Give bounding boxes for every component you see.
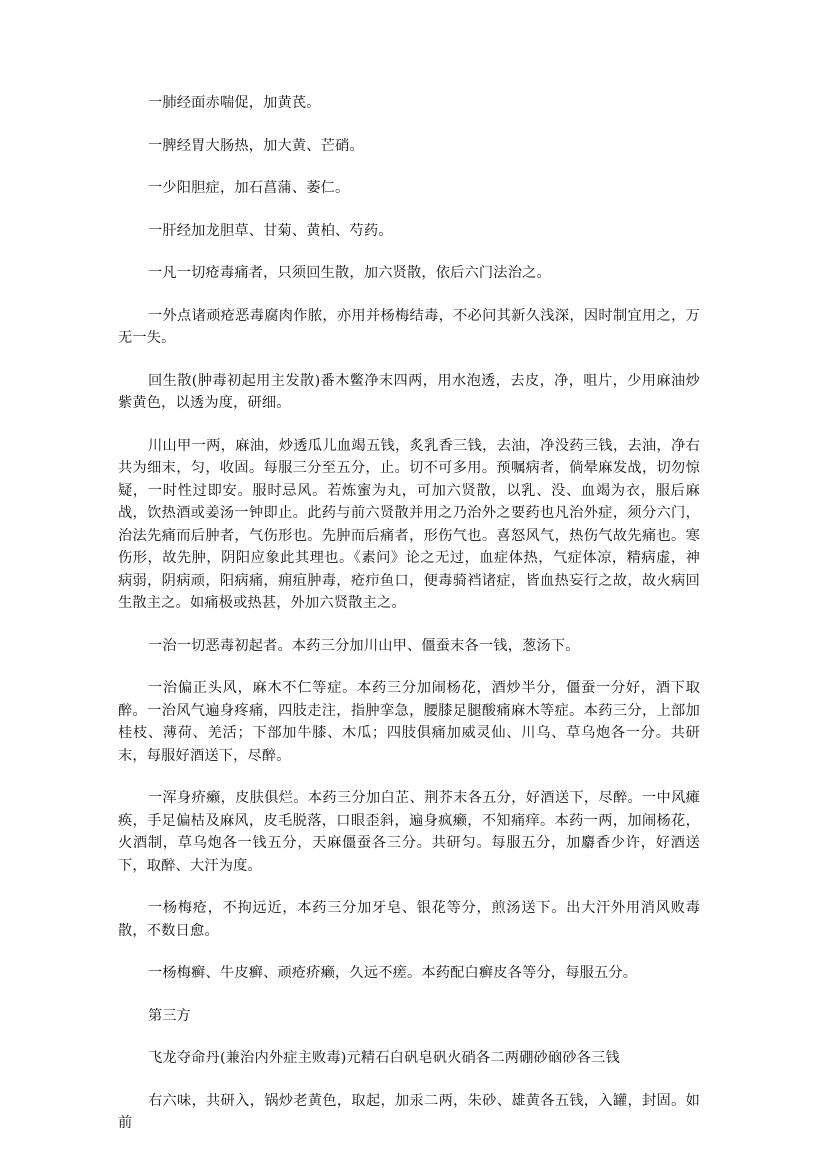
- paragraph-huisheng-powder: 回生散(肿毒初起用主发散)番木鳖净末四两，用水泡透，去皮，净，咀片，少用麻油炒紫黄色，以透为度，研细。: [118, 372, 700, 411]
- paragraph-liver-meridian: 一肝经加龙胆草、甘菊、黄柏、芍药。: [148, 222, 393, 239]
- paragraph-initial-malignant-toxin: 一治一切恶毒初起者。本药三分加川山甲、僵蚕末各一钱，葱汤下。: [148, 637, 580, 654]
- paragraph-spleen-meridian: 一脾经胃大肠热，加大黄、芒硝。: [148, 137, 364, 154]
- paragraph-pangolin-scale-recipe: 川山甲一两，麻油，炒透瓜儿血竭五钱，炙乳香三钱，去油，净没药三钱，去油，净右共为细末，匀，收固。每服三分至五分，止。切不可多用。预嘱病者，倘晕麻发战，切勿惊疑，一时性过即安。服时忌风。若炼蜜为丸，可加六贤散，以乳、没、血竭为衣，服后麻战，饮热酒或姜汤一钟即止。此药与前六贤散并用之乃治外之要药也凡治外症，须分六门，治法先痛而后肿者，气伤形也。先肿而后痛者，形伤气也。喜怒风气，热伤气故先痛也。寒伤形，故先肿，阴阳应象此其理也。《素问》论之无过，血症体热，气症体凉，精病虚，神病弱，阴病顽，阳病痛，痈疽肿毒，疮疖鱼口，便毒骑裆诸症，皆血热妄行之故，故火病回生散主之。如痛极或热甚，外加六贤散主之。: [118, 437, 700, 611]
- paragraph-external-application: 一外点诸顽疮恶毒腐肉作脓，亦用并杨梅结毒，不必问其新久浅深，因时制宜用之，万无一失。: [118, 307, 700, 346]
- paragraph-all-sores-pain: 一凡一切疮毒痛者，只须回生散，加六贤散，依后六门法治之。: [148, 265, 551, 281]
- section-heading-third-prescription: 第三方: [148, 1007, 191, 1024]
- paragraph-syphilis-sore: 一杨梅疮，不拘远近，本药三分加牙皂、银花等分，煎汤送下。出大汗外用消风败毒散，不数日愈。: [118, 900, 700, 939]
- paragraph-tinea: 一杨梅癣、牛皮癣、顽疮疥癞，久远不瘥。本药配白癣皮各等分，每服五分。: [148, 965, 638, 981]
- paragraph-shaoyang-gallbladder: 一少阳胆症，加石菖蒲、萎仁。: [148, 180, 350, 196]
- paragraph-six-ingredients: 右六味，共研入，锅炒老黄色，取起，加汞二两，朱砂、雄黄各五钱，入罐，封固。如前: [118, 1092, 700, 1131]
- paragraph-lung-meridian: 一肺经面赤喘促，加黄芪。: [148, 95, 321, 111]
- paragraph-feilong-duoming-pill: 飞龙夺命丹(兼治内外症主败毒)元精石白矾皂矾火硝各二两硼砂硇砂各三钱: [148, 1050, 620, 1066]
- document-page: [118, 92, 700, 1155]
- paragraph-headache-wind: 一治偏正头风，麻木不仁等症。本药三分加闹杨花，酒炒半分，僵蚕一分好，酒下取醉。一治风气遍身疼痛，四肢走注，指肿挛急，腰膝足腿酸痛麻木等症。本药三分，上部加桂枝、薄荷、羌活；下部加牛膝、木瓜；四肢俱痛加威灵仙、川乌、草乌炮各一分。共研末，每服好酒送下，尽醉。: [118, 680, 700, 764]
- paragraph-scabies-stroke: 一浑身疥癞，皮肤俱烂。本药三分加白芷、荆芥末各五分，好酒送下，尽醉。一中风瘫痪，手足偏枯及麻风，皮毛脱落，口眼歪斜，遍身疯癞，不知痛痒。本药一两，加闹杨花，火酒制，草乌炮各一钱五分，天麻僵蚕各三分。共研匀。每服五分，加麝香少许，好酒送下，取醉、大汗为度。: [118, 790, 700, 874]
